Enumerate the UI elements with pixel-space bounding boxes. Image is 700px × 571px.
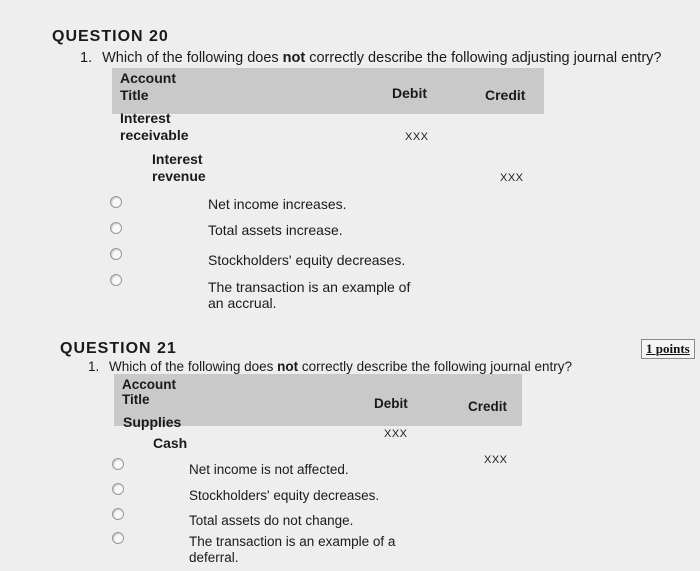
prompt-emphasis: not	[277, 359, 299, 374]
header-account: Account	[122, 377, 176, 392]
prompt-text-end: correctly describe the following journal entry?	[298, 359, 573, 374]
option-label: The transaction is an example of	[208, 279, 411, 295]
option-radio[interactable]	[112, 458, 124, 470]
option-label-cont: an accrual.	[208, 295, 277, 311]
option-radio[interactable]	[110, 222, 122, 234]
option-label: Net income increases.	[208, 196, 347, 212]
question-21-prompt	[88, 359, 572, 374]
row2-account: Cash	[153, 435, 188, 451]
header-credit: Credit	[468, 399, 508, 414]
row2-account: Interest	[152, 151, 203, 167]
row2-credit-amount: XXX	[484, 454, 508, 466]
row1-account: Interest	[120, 110, 171, 126]
header-account: Account	[120, 70, 176, 86]
header-title: Title	[120, 87, 149, 103]
option-radio[interactable]	[112, 508, 124, 520]
journal-header-band	[112, 68, 544, 114]
question-20-prompt	[80, 50, 661, 66]
option-label: Stockholders' equity decreases.	[208, 252, 406, 268]
option-label: The transaction is an example of a	[189, 534, 396, 549]
prompt-text: Which of the following does	[109, 359, 278, 374]
option-label: Stockholders' equity decreases.	[189, 488, 380, 503]
row2-account-cont: revenue	[152, 168, 206, 184]
option-radio[interactable]	[110, 196, 122, 208]
prompt-emphasis: not	[282, 50, 306, 66]
question-20-title: QUESTION 20	[52, 28, 169, 45]
question-number: 1.	[80, 50, 93, 66]
row1-debit-amount: XXX	[405, 131, 429, 143]
row1-debit-amount: XXX	[384, 428, 408, 440]
option-label: Total assets increase.	[208, 222, 343, 238]
option-radio[interactable]	[110, 274, 122, 286]
header-debit: Debit	[392, 85, 427, 101]
header-title: Title	[122, 392, 150, 407]
option-radio[interactable]	[110, 248, 122, 260]
header-debit: Debit	[374, 396, 408, 411]
row1-account: Supplies	[123, 414, 182, 430]
question-number: 1.	[88, 359, 100, 374]
points-badge: 1 points	[641, 339, 695, 359]
option-label-cont: deferral.	[189, 550, 239, 565]
row1-account-cont: receivable	[120, 127, 189, 143]
row2-credit-amount: XXX	[500, 172, 524, 184]
option-label: Total assets do not change.	[189, 513, 354, 528]
prompt-text: Which of the following does	[102, 50, 283, 66]
question-21-title: QUESTION 21	[60, 340, 177, 357]
header-credit: Credit	[485, 87, 526, 103]
option-radio[interactable]	[112, 532, 124, 544]
option-radio[interactable]	[112, 483, 124, 495]
prompt-text-end: correctly describe the following adjusting journal entry?	[305, 50, 662, 66]
option-label: Net income is not affected.	[189, 462, 349, 477]
